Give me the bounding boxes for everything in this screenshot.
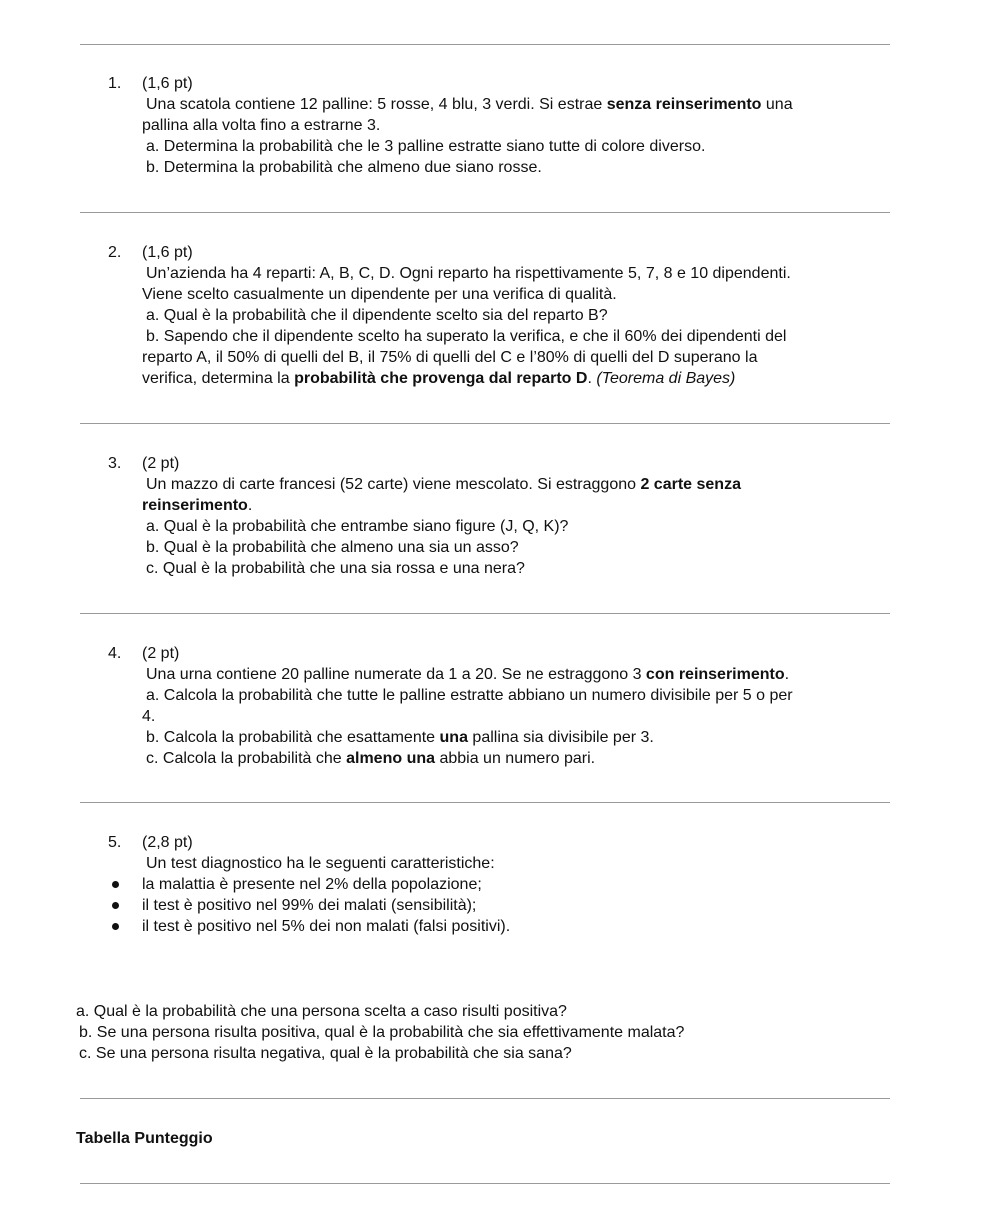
bullet-text: il test è positivo nel 5% dei non malati (falsi positivi). <box>142 918 511 935</box>
subquestion-b: b. Qual è la probabilità che almeno una sia un asso? <box>146 539 519 556</box>
text-segment: c. Calcola la probabilità che <box>146 750 347 767</box>
bullet-text: il test è positivo nel 99% dei malati (sensibilità); <box>142 897 477 914</box>
text-segment: pallina sia divisibile per 3. <box>467 729 654 746</box>
text-segment: . <box>247 497 253 514</box>
divider <box>80 1098 890 1099</box>
question-number: 4. <box>108 645 122 662</box>
subquestion-b: b. Se una persona risulta positiva, qual è la probabilità che sia effettivamente malata? <box>79 1024 685 1041</box>
question-number: 1. <box>108 75 122 92</box>
divider <box>80 212 890 213</box>
divider-bottom <box>80 1183 890 1184</box>
subquestion-a: a. Determina la probabilità che le 3 palline estratte siano tutte di colore diverso. <box>146 138 706 155</box>
question-number: 2. <box>108 244 122 261</box>
question-points: (2 pt) <box>142 455 180 472</box>
question-number: 3. <box>108 455 122 472</box>
question-text-line: Un’azienda ha 4 reparti: A, B, C, D. Ogni reparto ha rispettivamente 5, 7, 8 e 10 dipendenti. <box>146 265 791 282</box>
italic-note: (Teorema di Bayes) <box>596 370 736 387</box>
divider <box>80 802 890 803</box>
question-text-line <box>142 496 252 516</box>
score-table-heading: Tabella Punteggio <box>76 1130 213 1147</box>
subquestion-c: c. Se una persona risulta negativa, qual è la probabilità che sia sana? <box>79 1045 572 1062</box>
text-segment: b. Calcola la probabilità che esattamente <box>146 729 440 746</box>
question-number: 5. <box>108 834 122 851</box>
emphasis-text: probabilità che provenga dal reparto D <box>294 370 588 387</box>
text-segment: una <box>761 96 793 113</box>
question-text-line <box>146 665 789 685</box>
emphasis-text: senza reinserimento <box>606 96 762 113</box>
bullet-icon <box>112 881 119 888</box>
subquestion-a: a. Qual è la probabilità che il dipendente scelto sia del reparto B? <box>146 307 608 324</box>
subquestion-b: b. Determina la probabilità che almeno due siano rosse. <box>146 159 542 176</box>
subquestion-c: c. Qual è la probabilità che una sia rossa e una nera? <box>146 560 525 577</box>
question-points: (1,6 pt) <box>142 75 193 92</box>
subquestion-b <box>146 728 654 748</box>
question-text-line: pallina alla volta fino a estrarne 3. <box>142 117 381 134</box>
subquestion-a: a. Calcola la probabilità che tutte le palline estratte abbiano un numero divisibile per 5 o per <box>146 687 793 704</box>
text-segment: . <box>784 666 790 683</box>
bullet-icon <box>112 923 119 930</box>
divider-top <box>80 44 890 45</box>
question-text-line: Viene scelto casualmente un dipendente per una verifica di qualità. <box>142 286 617 303</box>
subquestion-a: a. Qual è la probabilità che entrambe siano figure (J, Q, K)? <box>146 518 569 535</box>
emphasis-text: 2 carte senza <box>640 476 741 493</box>
text-segment: Una urna contiene 20 palline numerate da 1 a 20. Se ne estraggono 3 <box>146 666 646 683</box>
bullet-icon <box>112 902 119 909</box>
question-points: (1,6 pt) <box>142 244 193 261</box>
text-segment: . <box>587 370 597 387</box>
emphasis-text: con reinserimento <box>645 666 785 683</box>
question-text-line <box>146 475 741 495</box>
text-segment: Una scatola contiene 12 palline: 5 rosse, 4 blu, 3 verdi. Si estrae <box>146 96 607 113</box>
question-intro: Un test diagnostico ha le seguenti caratteristiche: <box>146 855 495 872</box>
subquestion-b: b. Sapendo che il dipendente scelto ha superato la verifica, e che il 60% dei dipendenti del <box>146 328 787 345</box>
text-segment: abbia un numero pari. <box>435 750 596 767</box>
bullet-text: la malattia è presente nel 2% della popolazione; <box>142 876 482 893</box>
divider <box>80 613 890 614</box>
question-text-line <box>146 95 793 115</box>
question-points: (2 pt) <box>142 645 180 662</box>
emphasis-text: reinserimento <box>142 497 248 514</box>
subquestion-a: a. Qual è la probabilità che una persona scelta a caso risulti positiva? <box>76 1003 567 1020</box>
text-segment: verifica, determina la <box>142 370 295 387</box>
text-segment: Un mazzo di carte francesi (52 carte) viene mescolato. Si estraggono <box>146 476 641 493</box>
emphasis-text: almeno una <box>346 750 436 767</box>
subquestion-b-cont: reparto A, il 50% di quelli del B, il 75% di quelli del C e l’80% di quelli del D superano la <box>142 349 758 366</box>
subquestion-b-cont <box>142 369 735 389</box>
subquestion-c <box>146 749 595 769</box>
question-points: (2,8 pt) <box>142 834 193 851</box>
emphasis-text: una <box>439 729 468 746</box>
subquestion-a-cont: 4. <box>142 708 156 725</box>
divider <box>80 423 890 424</box>
